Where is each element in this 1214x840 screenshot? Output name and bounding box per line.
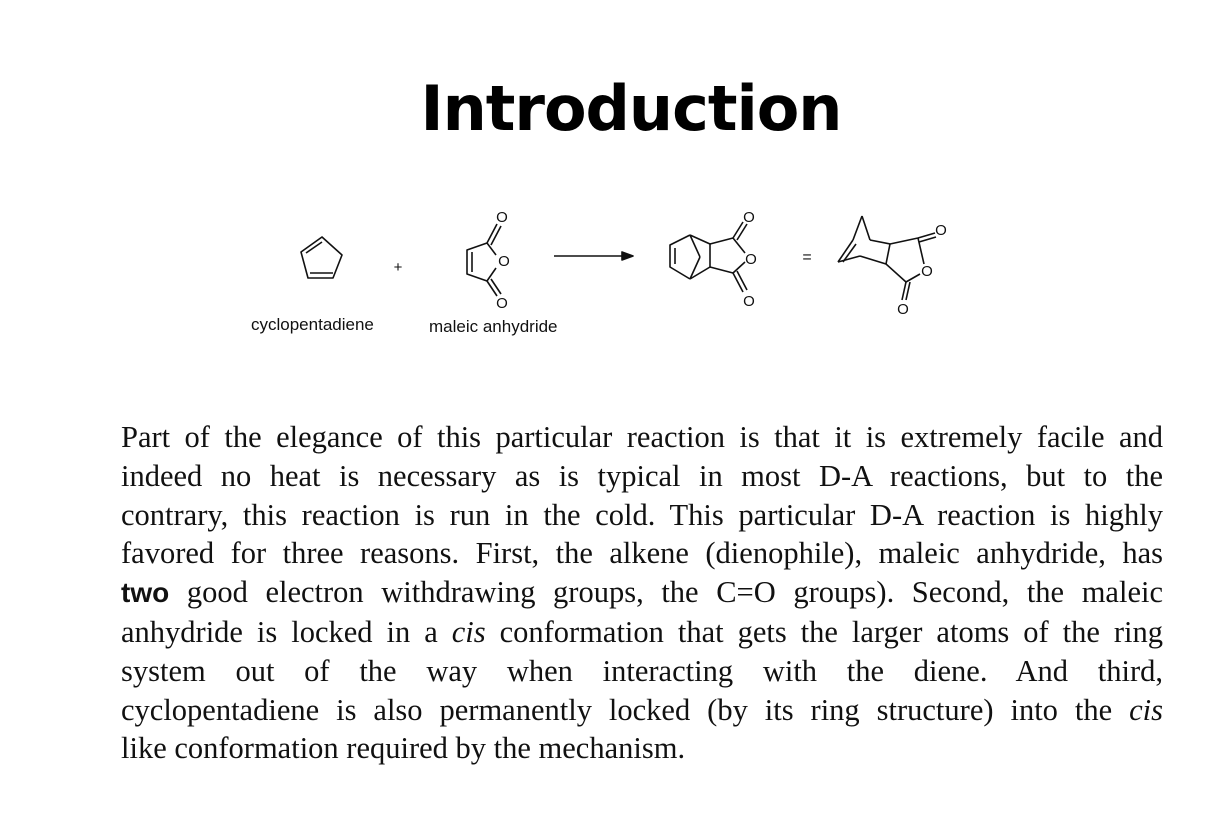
atom-label: O — [921, 263, 933, 280]
line-text: good electron withdrawing groups, the C=O groups). Second, the maleic — [169, 575, 1163, 610]
reaction-scheme — [0, 0, 1214, 360]
intro-paragraph — [121, 418, 1163, 768]
emphasis-two: two — [121, 577, 170, 609]
paragraph-line: like conformation required by the mechanism. — [121, 731, 686, 766]
paragraph-line: contrary, this reaction is run in the cold. This particular D-A reaction is highly — [121, 497, 1163, 532]
maleic-anhydride-structure — [467, 224, 501, 296]
atom-label: O — [897, 301, 909, 318]
equals-sign: = — [802, 249, 812, 266]
page-title: Introduction — [420, 72, 842, 145]
atom-label: O — [743, 293, 755, 310]
emphasis-cis: cis — [1129, 692, 1163, 727]
atom-label: O — [498, 253, 510, 270]
atom-label: O — [935, 222, 947, 239]
cyclopentadiene-structure — [301, 237, 342, 278]
line-text: cyclopentadiene is also permanently locked (by its ring structure) into the — [121, 692, 1130, 727]
plus-sign: + — [393, 259, 403, 276]
paragraph-line: favored for three reasons. First, the alkene (dienophile), maleic anhydride, has — [121, 536, 1163, 571]
paragraph-line — [121, 613, 1163, 652]
cyclopentadiene-label: cyclopentadiene — [251, 315, 374, 334]
atom-label: O — [745, 251, 757, 268]
line-text: anhydride is locked in a — [121, 614, 452, 649]
maleic-anhydride-label: maleic anhydride — [429, 317, 558, 336]
atom-label: O — [743, 209, 755, 226]
paragraph-line: indeed no heat is necessary as is typical in most D-A reactions, but to the — [121, 458, 1163, 493]
line-text: conformation that gets the larger atoms of the ring — [485, 614, 1163, 649]
emphasis-cis: cis — [451, 614, 486, 649]
atom-label: O — [496, 295, 508, 312]
product-structure — [670, 222, 747, 292]
product-3d-structure — [838, 216, 936, 300]
reaction-arrow — [554, 252, 633, 260]
paragraph-line — [121, 573, 1163, 613]
paragraph-line: Part of the elegance of this particular reaction is that it is extremely facile and — [121, 420, 1163, 454]
paragraph-line — [121, 691, 1163, 730]
atom-label: O — [496, 209, 508, 226]
paragraph-line: system out of the way when interacting with the diene. And third, — [121, 653, 1163, 688]
